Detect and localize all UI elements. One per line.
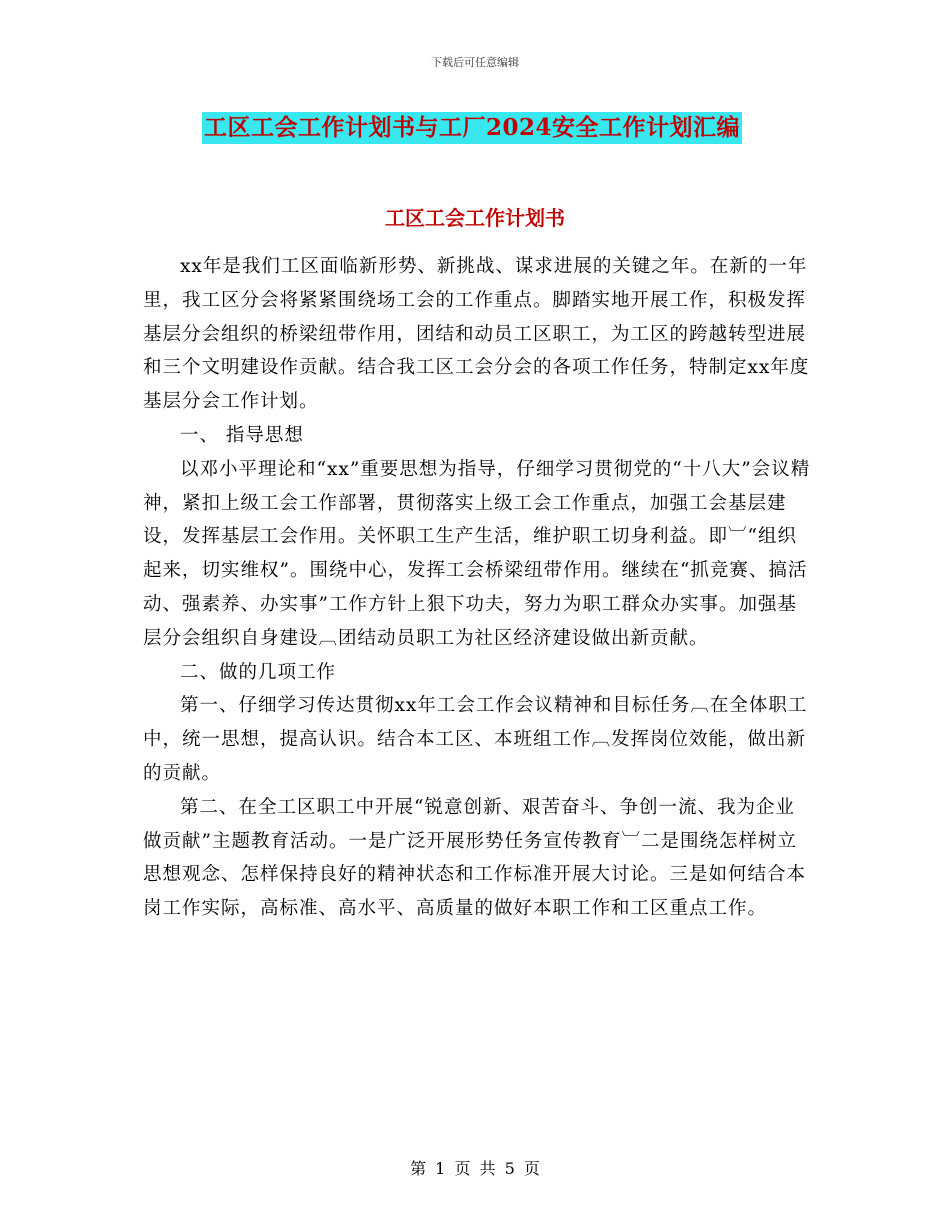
section-title: 工区工会工作计划书 [385,206,565,230]
paragraph-work-item-1: 第一、仔细学习传达贯彻xx年工会工作会议精神和目标任务︹在全体职工中，统一思想，提高认识。结合本工区、本班组工作︹发挥岗位效能，做出新的贡献。 [143,695,808,784]
paragraph-guiding-ideology: 以邓小平理论和“xx”重要思想为指导，仔细学习贯彻党的“十八大”会议精神，紧扣上级工会工作部署，贯彻落实上级工会工作重点，加强工会基层建设，发挥基层工会作用。关怀职工生产生活，维护职工切身利益。即︺“组织起来，切实维权”。围绕中心，发挥工会桥梁纽带作用。继续在“抓竞赛、搞活动、强素养、办实事”工作方针上狠下功夫，努力为职工群众办实事。加强基层分会组织自身建设︹团结动员职工为社区经济建设做出新贡献。 [143,458,811,649]
heading-guiding-ideology: 一、 指导思想 [180,424,304,446]
paragraph-work-item-2: 第二、在全工区职工中开展“锐意创新、艰苦奋斗、争创一流、我为企业做贡献”主题教育活动。一是广泛开展形势任务宣传教育︺二是围绕怎样树立思想观念、怎样保持良好的精神状态和工作标准开展大讨论。三是如何结合本岗工作实际，高标准、高水平、高质量的做好本职工作和工区重点工作。 [143,796,807,920]
document-body [143,250,811,926]
document-title: 工区工会工作计划书与工厂2024安全工作计划汇编 [202,112,742,144]
paragraph-intro: xx年是我们工区面临新形势、新挑战、谋求进展的关键之年。在新的一年里，我工区分会将紧紧围绕场工会的工作重点。脚踏实地开展工作，积极发挥基层分会组织的桥梁纽带作用，团结和动员工区职工，为工区的跨越转型进展和三个文明建设作贡献。结合我工区工会分会的各项工作任务，特制定xx年度基层分会工作计划。 [143,256,810,413]
page-footer: 第 1 页 共 5 页 [410,1159,540,1178]
header-note: 下载后可任意编辑 [431,56,519,69]
heading-work-items: 二、做的几项工作 [180,661,337,683]
